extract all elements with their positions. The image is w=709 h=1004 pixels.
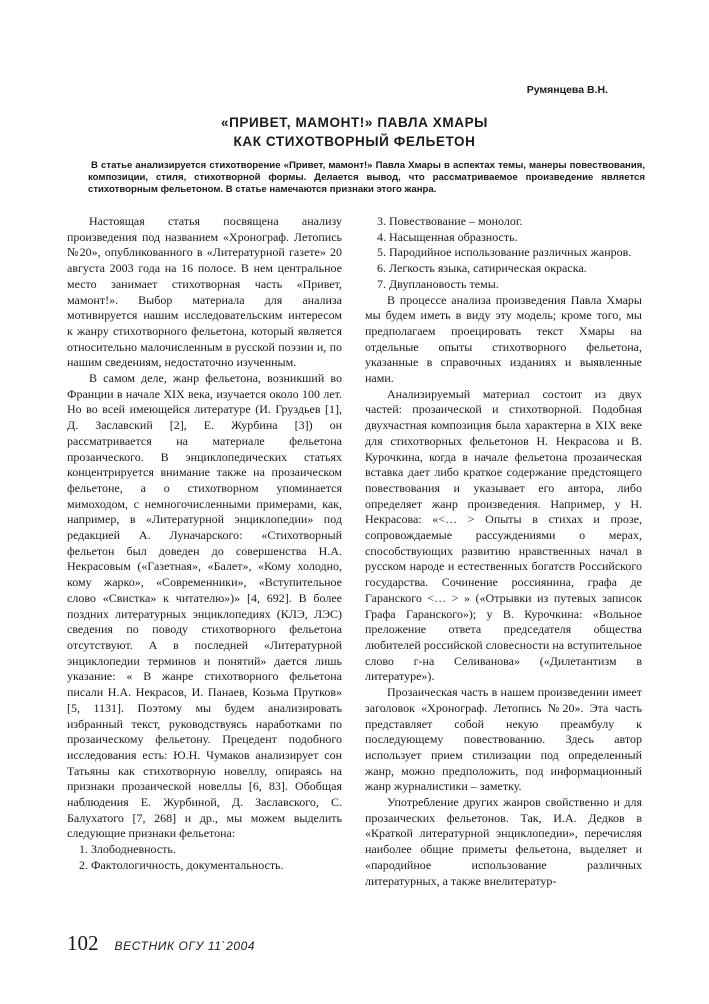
page-number: 102 <box>67 931 99 955</box>
paragraph: В самом деле, жанр фельетона, возникший во Франции в начале XIX века, изучается около 100 лет. Но во всей имеющейся литературе (И. Груздьев [1], Д. Заславский [2], Е. Журбина [3]) он рассматривается на материале фельетона прозаического. В энциклопедических статьях концентрируется внимание также на прозаическом фельетоне, а о стихотворном упоминается мимоходом, с немногочисленными примерами, как, например, в «Литературной энциклопедии» под редакцией А. Луначарского: «Стихотворный фельетон был доведен до совершенства Н.А. Некрасовым («Газетная», «Балет», «Кому холодно, кому жарко», «Современники», «Вступительное слово «Свистка» к читателю»)» [4, 692]. В более поздних литературных энциклопедиях (КЛЭ, ЛЭС) сведения по поводу стихотворного фельетона отсутствуют. А в последней «Литературной энциклопедии терминов и понятий» дается лишь указание: « В жанре стихотворного фельетона писали Н.А. Некрасов, И. Панаев, Козьма Прутков» [5, 1131]. Поэтому мы будем анализировать избранный текст, руководствуясь наработками по прозаическому фельетону. Прецедент подобного исследования есть: Ю.Н. Чумаков анализирует сон Татьяны как стихотворную новеллу, опираясь на признаки прозаической новеллы [6, 83]. Обобщая наблюдения Е. Журбиной, Д. Заславского, С. Балухатого [7, 268] и др., мы можем выделить следующие признаки фельетона: <box>67 371 342 841</box>
list-item: 7. Двуплановость темы. <box>377 276 499 291</box>
paragraph: Употребление других жанров свойственно и для прозаических фельетонов. Так, И.А. Дедков в «Краткой литературной энциклопедии», перечисляя наиболее общие приметы фельетона, выделяет и «пародийное использование различных литературных, а также внелитератур- <box>365 795 642 888</box>
list-item: 2. Фактологичность, документальность. <box>79 857 284 872</box>
title-line-2: КАК СТИХОТВОРНЫЙ ФЕЛЬЕТОН <box>233 134 476 149</box>
list-item: 6. Легкость языка, сатирическая окраска. <box>377 261 587 276</box>
feature-list <box>67 842 342 873</box>
feature-list <box>365 214 642 293</box>
journal-name: ВЕСТНИК ОГУ 11`2004 <box>114 939 256 953</box>
paragraph: Прозаическая часть в нашем произведении имеет заголовок «Хронограф. Летопись №20». Эта часть представляет собой некую преамбулу к последующему повествованию. Здесь автор использует прием стилизации под определенный жанр, можно предположить, под информационный жанр журналистики – заметку. <box>365 685 642 794</box>
list-item: 5. Пародийное использование различных жанров. <box>377 245 632 260</box>
list-item: 3. Повествование – монолог. <box>377 214 523 228</box>
article-title <box>60 113 649 151</box>
list-item: 4. Насыщенная образность. <box>377 229 518 244</box>
author-name: Румянцева В.Н. <box>526 84 608 96</box>
paragraph: Настоящая статья посвящена анализу произведения под названием «Хронограф. Летопись №20», опубликованного в «Литературной газете» 20 августа 2003 года на 16 полосе. В нем центральное место занимает стихотворная часть «Привет, мамонт!». Выбор материала для анализа мотивируется нашим исследовательским интересом к жанру стихотворного фельетона, который является относительно малочисленным в русской поэзии и, по нашим сведениям, недостаточно изученным. <box>67 214 342 370</box>
page-footer <box>67 931 255 956</box>
paragraph: Анализируемый материал состоит из двух частей: прозаической и стихотворной. Подобная двухчастная композиция была характерна в XIX веке для стихотворных фельетонов Н. Некрасова и В. Курочкина, когда в начале фельетона прозаическая вставка дает либо краткое содержание предстоящего повествования и указывает его автора, либо определяет жанр произведения. Например, у Н. Некрасова: «<… > Опыты в стихах и прозе, сопровождаемые рассуждениями о мерах, способствующих развитию нравственных начал в русском народе и естественных богатств Российского государства. Сочинение россиянина, графа де Гаранского <… > » («Отрывки из путевых записок Графа Гаранского»); у В. Курочкина: «Вольное преложение ответа председателя общества любителей российской словесности на вступительное слово г-на Селиванова» («Дилетантизм в литературе»). <box>365 386 642 684</box>
right-column <box>365 214 642 889</box>
paragraph: В процессе анализа произведения Павла Хмары мы будем иметь в виду эту модель; кроме того, мы предполагаем проецировать текст Хмары на отдельные опыты стихотворного фельетона, указанные в справочных изданиях и выявленные нами. <box>365 292 642 386</box>
abstract: В статье анализируется стихотворение «Привет, мамонт!» Павла Хмары в аспектах темы, манеры повествования, композиции, стиля, стихотворной формы. Делается вывод, что рассматриваемое произведение является стихотворным фельетоном. В статье намечаются признаки этого жанра. <box>88 160 645 195</box>
left-column <box>67 214 342 874</box>
list-item: 1. Злободневность. <box>79 842 176 857</box>
title-line-1: «ПРИВЕТ, МАМОНТ!» ПАВЛА ХМАРЫ <box>220 115 489 130</box>
